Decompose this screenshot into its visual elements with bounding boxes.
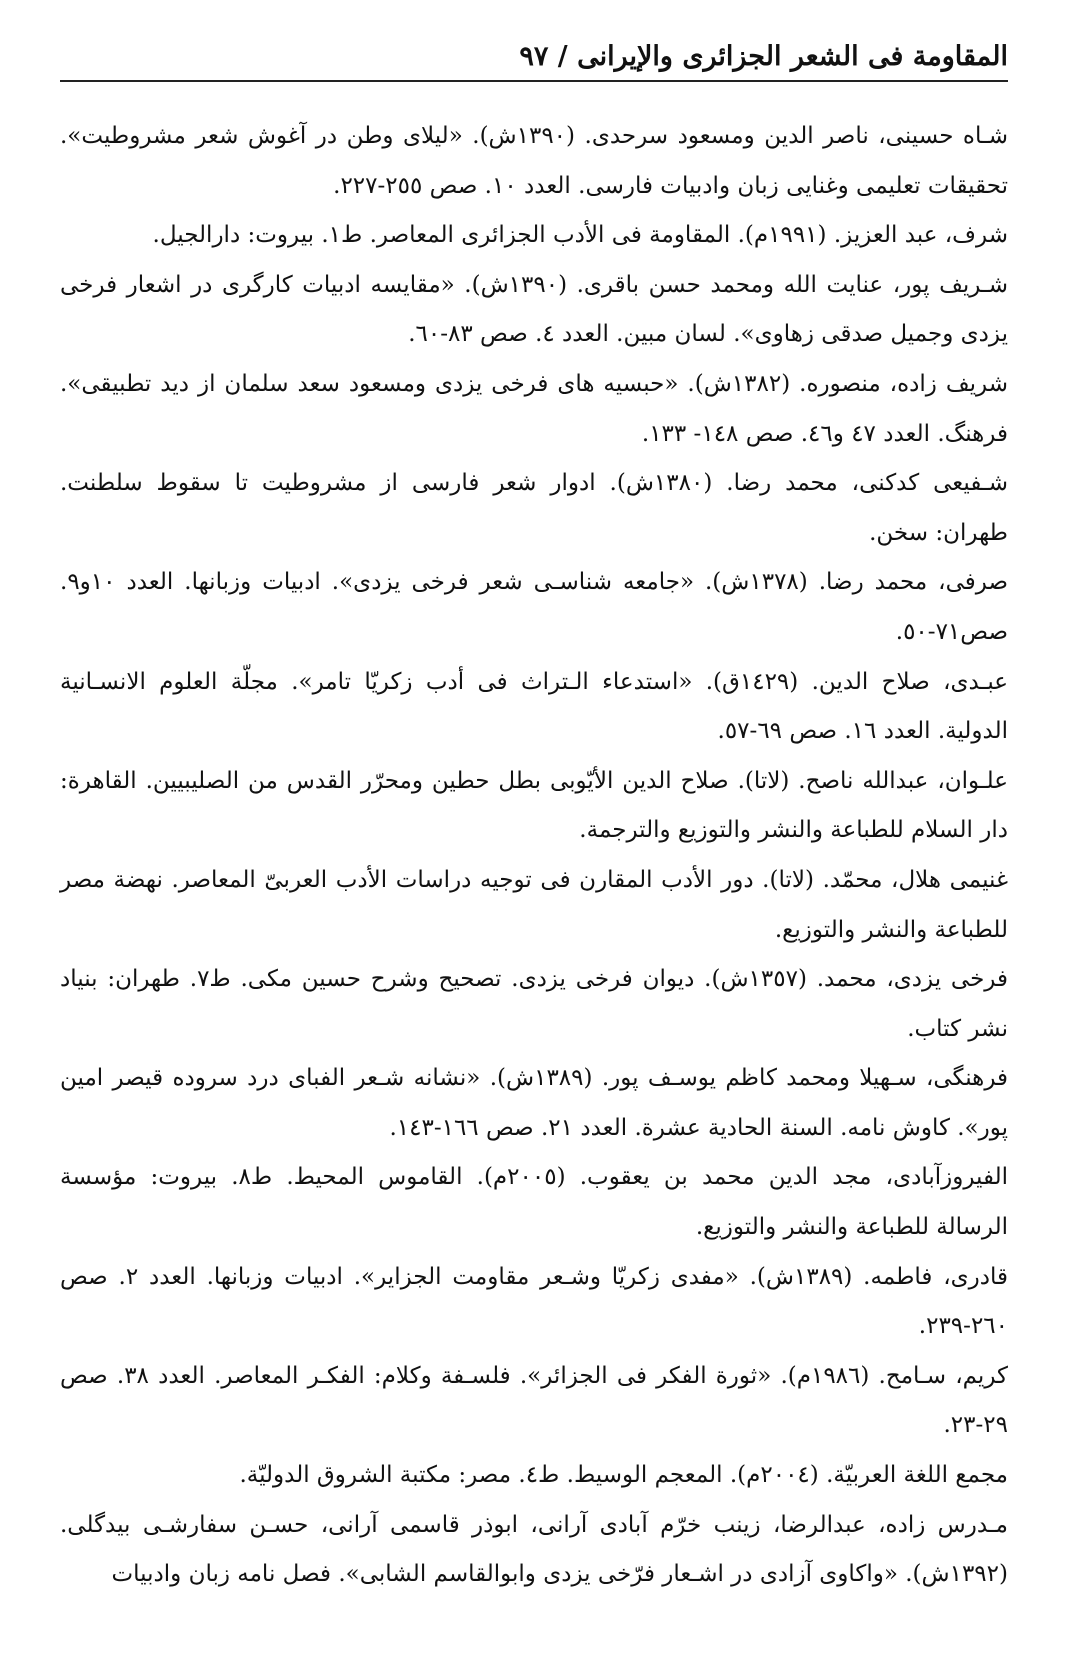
reference-entry: فرهنگى، سـهيلا ومحمد كاظم يوسـف پور. (١٣٨٩ش). «نشانه شـعر الفباى درد سروده قيصر امين پور». كاوش نامه. السنة الحادية عشرة. العدد ٢١. صص ١٦٦-١٤٣. <box>60 1065 1008 1141</box>
reference-entry: غنيمى هلال، محمّد. (لاتا). دور الأدب المقارن فى توجيه دراسات الأدب العربىّ المعاصر. نهضة مصر للطباعة والنشر والتوزيع. <box>60 866 1008 943</box>
reference-entry: فرخى يزدى، محمد. (١٣٥٧ش). ديوان فرخى يزدى. تصحيح وشرح حسين مكى. ط٧. طهران: بنياد نشر كتاب. <box>60 966 1008 1042</box>
reference-entry: مـدرس زاده، عبدالرضا، زينب خرّم آبادى آرانى، ابوذر قاسمى آرانى، حسـن سفارشـى بيدگلى. (١٣٩٢ش). «واكاوى آزادى در اشـعار فرّخى يزدى وابوالقاسم الشابى». فصل نامه زبان وادبيات <box>60 1511 1008 1588</box>
reference-entry: علـوان، عبدالله ناصح. (لاتا). صلاح الدين الأيّوبى بطل حطين ومحرّر القدس من الصليبيين. القاهرة: دار السلام للطباعة والنشر والتوزيع والترجمة. <box>60 767 1008 844</box>
running-header <box>60 20 1008 82</box>
reference-entry: شـاه حسينى، ناصر الدين ومسعود سرحدى. (١٣٩٠ش). «ليلاى وطن در آغوش شعر مشروطيت». تحقيقات تعليمى وغنايى زبان وادبيات فارسى. العدد ١٠. صص ٢٥٥-٢٢٧. <box>60 123 1008 199</box>
reference-entry: شـريف پور، عنايت الله ومحمد حسن باقرى. (١٣٩٠ش). «مقايسه ادبيات كارگرى در اشعار فرخى يزدى وجميل صدقى زهاوى». لسان مبين. العدد ٤. صص ٨٣-٦٠. <box>60 271 1008 348</box>
document-page <box>60 20 1008 1600</box>
reference-entry: عبـدى، صلاح الدين. (١٤٢٩ق). «استدعاء الـتراث فى أدب زكريّا تامر». مجلّة العلوم الانسـانية الدولية. العدد ١٦. صص ٦٩-٥٧. <box>60 668 1008 745</box>
running-title: المقاومة فى الشعر الجزائرى والإيرانى / ٩٧ <box>519 41 1008 72</box>
reference-entry: الفيروزآبادى، مجد الدين محمد بن يعقوب. (٢٠٠٥م). القاموس المحيط. ط٨. بيروت: مؤسسة الرسالة للطباعة والنشر والتوزيع. <box>60 1164 1009 1241</box>
reference-entry: مجمع اللغة العربيّة. (٢٠٠٤م). المعجم الوسيط. ط٤. مصر: مكتبة الشروق الدوليّة. <box>239 1462 1008 1489</box>
reference-entry: شـفيعى كدكنى، محمد رضا. (١٣٨٠ش). ادوار شعر فارسى از مشروطيت تا سقوط سلطنت. طهران: سخن. <box>60 470 1008 546</box>
reference-entry: شريف زاده، منصوره. (١٣٨٢ش). «حبسيه هاى فرخى يزدى ومسعود سعد سلمان از ديد تطبيقى». فرهنگ. العدد ٤٧ و٤٦. صص ١٤٨- ١٣٣. <box>60 370 1008 447</box>
reference-entry: صرفى، محمد رضا. (١٣٧٨ش). «جامعه شناسـى شعر فرخى يزدى». ادبيات وزبانها. العدد ١٠و٩. صص٧١-٥٠. <box>60 569 1008 645</box>
reference-entry: قادرى، فاطمه. (١٣٨٩ش). «مفدى زكريّا وشـعر مقاومت الجزاير». ادبيات وزبانها. العدد ٢. صص ٢٦٠-٢٣٩. <box>60 1263 1008 1340</box>
reference-entry: شرف، عبد العزيز. (١٩٩١م). المقاومة فى الأدب الجزائرى المعاصر. ط١. بيروت: دارالجيل. <box>152 222 1008 249</box>
bibliography-list <box>60 112 1008 1600</box>
reference-entry: كريم، سـامح. (١٩٨٦م). «ثورة الفكر فى الجزائر». فلسـفة وكلام: الفكـر المعاصر. العدد ٣٨. صص ٢٩-٢٣. <box>60 1362 1008 1439</box>
